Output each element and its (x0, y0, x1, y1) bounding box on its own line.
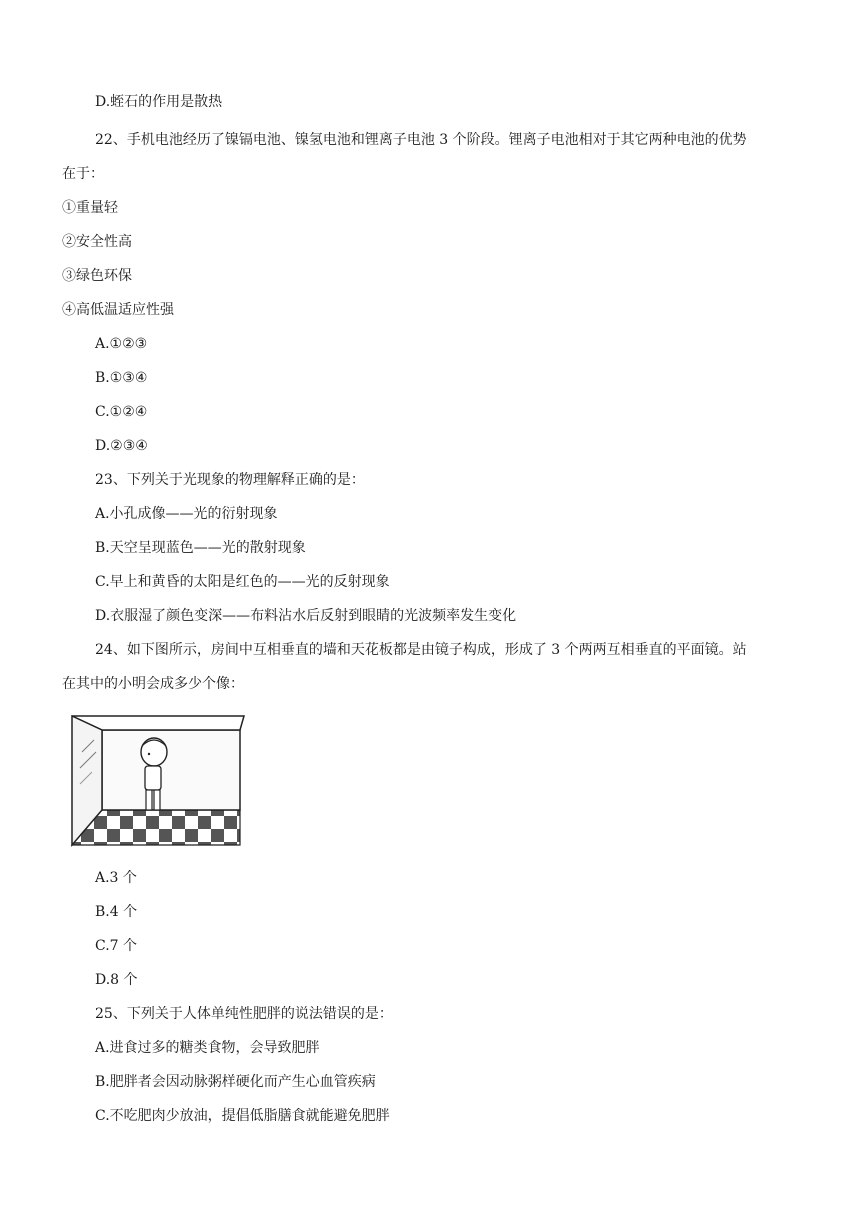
q24-stem-line2: 在其中的小明会成多少个像： (62, 676, 244, 692)
q24-option-d: D.8 个 (95, 972, 138, 988)
back-mirror-wall (102, 730, 240, 810)
q22-option-b: B.①③④ (95, 370, 148, 386)
q22-option-c: C.①②④ (95, 404, 148, 420)
q22-option-d: D.②③④ (95, 438, 148, 454)
q25-option-b: B.肥胖者会因动脉粥样硬化而产生心血管疾病 (95, 1074, 376, 1090)
mirror-room-illustration (68, 712, 246, 850)
q24-option-b: B.4 个 (95, 904, 138, 920)
q25-option-a: A.进食过多的糖类食物，会导致肥胖 (95, 1040, 320, 1056)
q23-option-b: B.天空呈现蓝色——光的散射现象 (95, 540, 306, 556)
q22-item-2: ②安全性高 (62, 234, 132, 250)
q24-stem-line1: 24、如下图所示，房间中互相垂直的墙和天花板都是由镜子构成，形成了 3 个两两互相垂直的平面镜。站 (95, 642, 747, 658)
q23-option-a: A.小孔成像——光的衍射现象 (95, 506, 278, 522)
q25-stem: 25、下列关于人体单纯性肥胖的说法错误的是： (95, 1006, 393, 1022)
q22-stem-line2: 在于： (62, 166, 104, 182)
q23-option-d: D.衣服湿了颜色变深——布料沾水后反射到眼睛的光波频率发生变化 (95, 608, 517, 624)
q22-item-1: ①重量轻 (62, 200, 118, 216)
q24-option-a: A.3 个 (95, 870, 137, 886)
q21-option-d: D.蛭石的作用是散热 (95, 94, 223, 110)
q23-option-c: C.早上和黄昏的太阳是红色的——光的反射现象 (95, 574, 390, 590)
q22-item-4: ④高低温适应性强 (62, 302, 174, 318)
q25-option-c: C.不吃肥肉少放油，提倡低脂膳食就能避免肥胖 (95, 1108, 390, 1124)
q24-option-c: C.7 个 (95, 938, 138, 954)
q23-stem: 23、下列关于光现象的物理解释正确的是： (95, 472, 365, 488)
q22-stem-line1: 22、手机电池经历了镍镉电池、镍氢电池和锂离子电池 3 个阶段。锂离子电池相对于其它两种电池的优势 (95, 132, 747, 148)
q22-option-a: A.①②③ (95, 336, 148, 352)
q22-item-3: ③绿色环保 (62, 268, 132, 284)
